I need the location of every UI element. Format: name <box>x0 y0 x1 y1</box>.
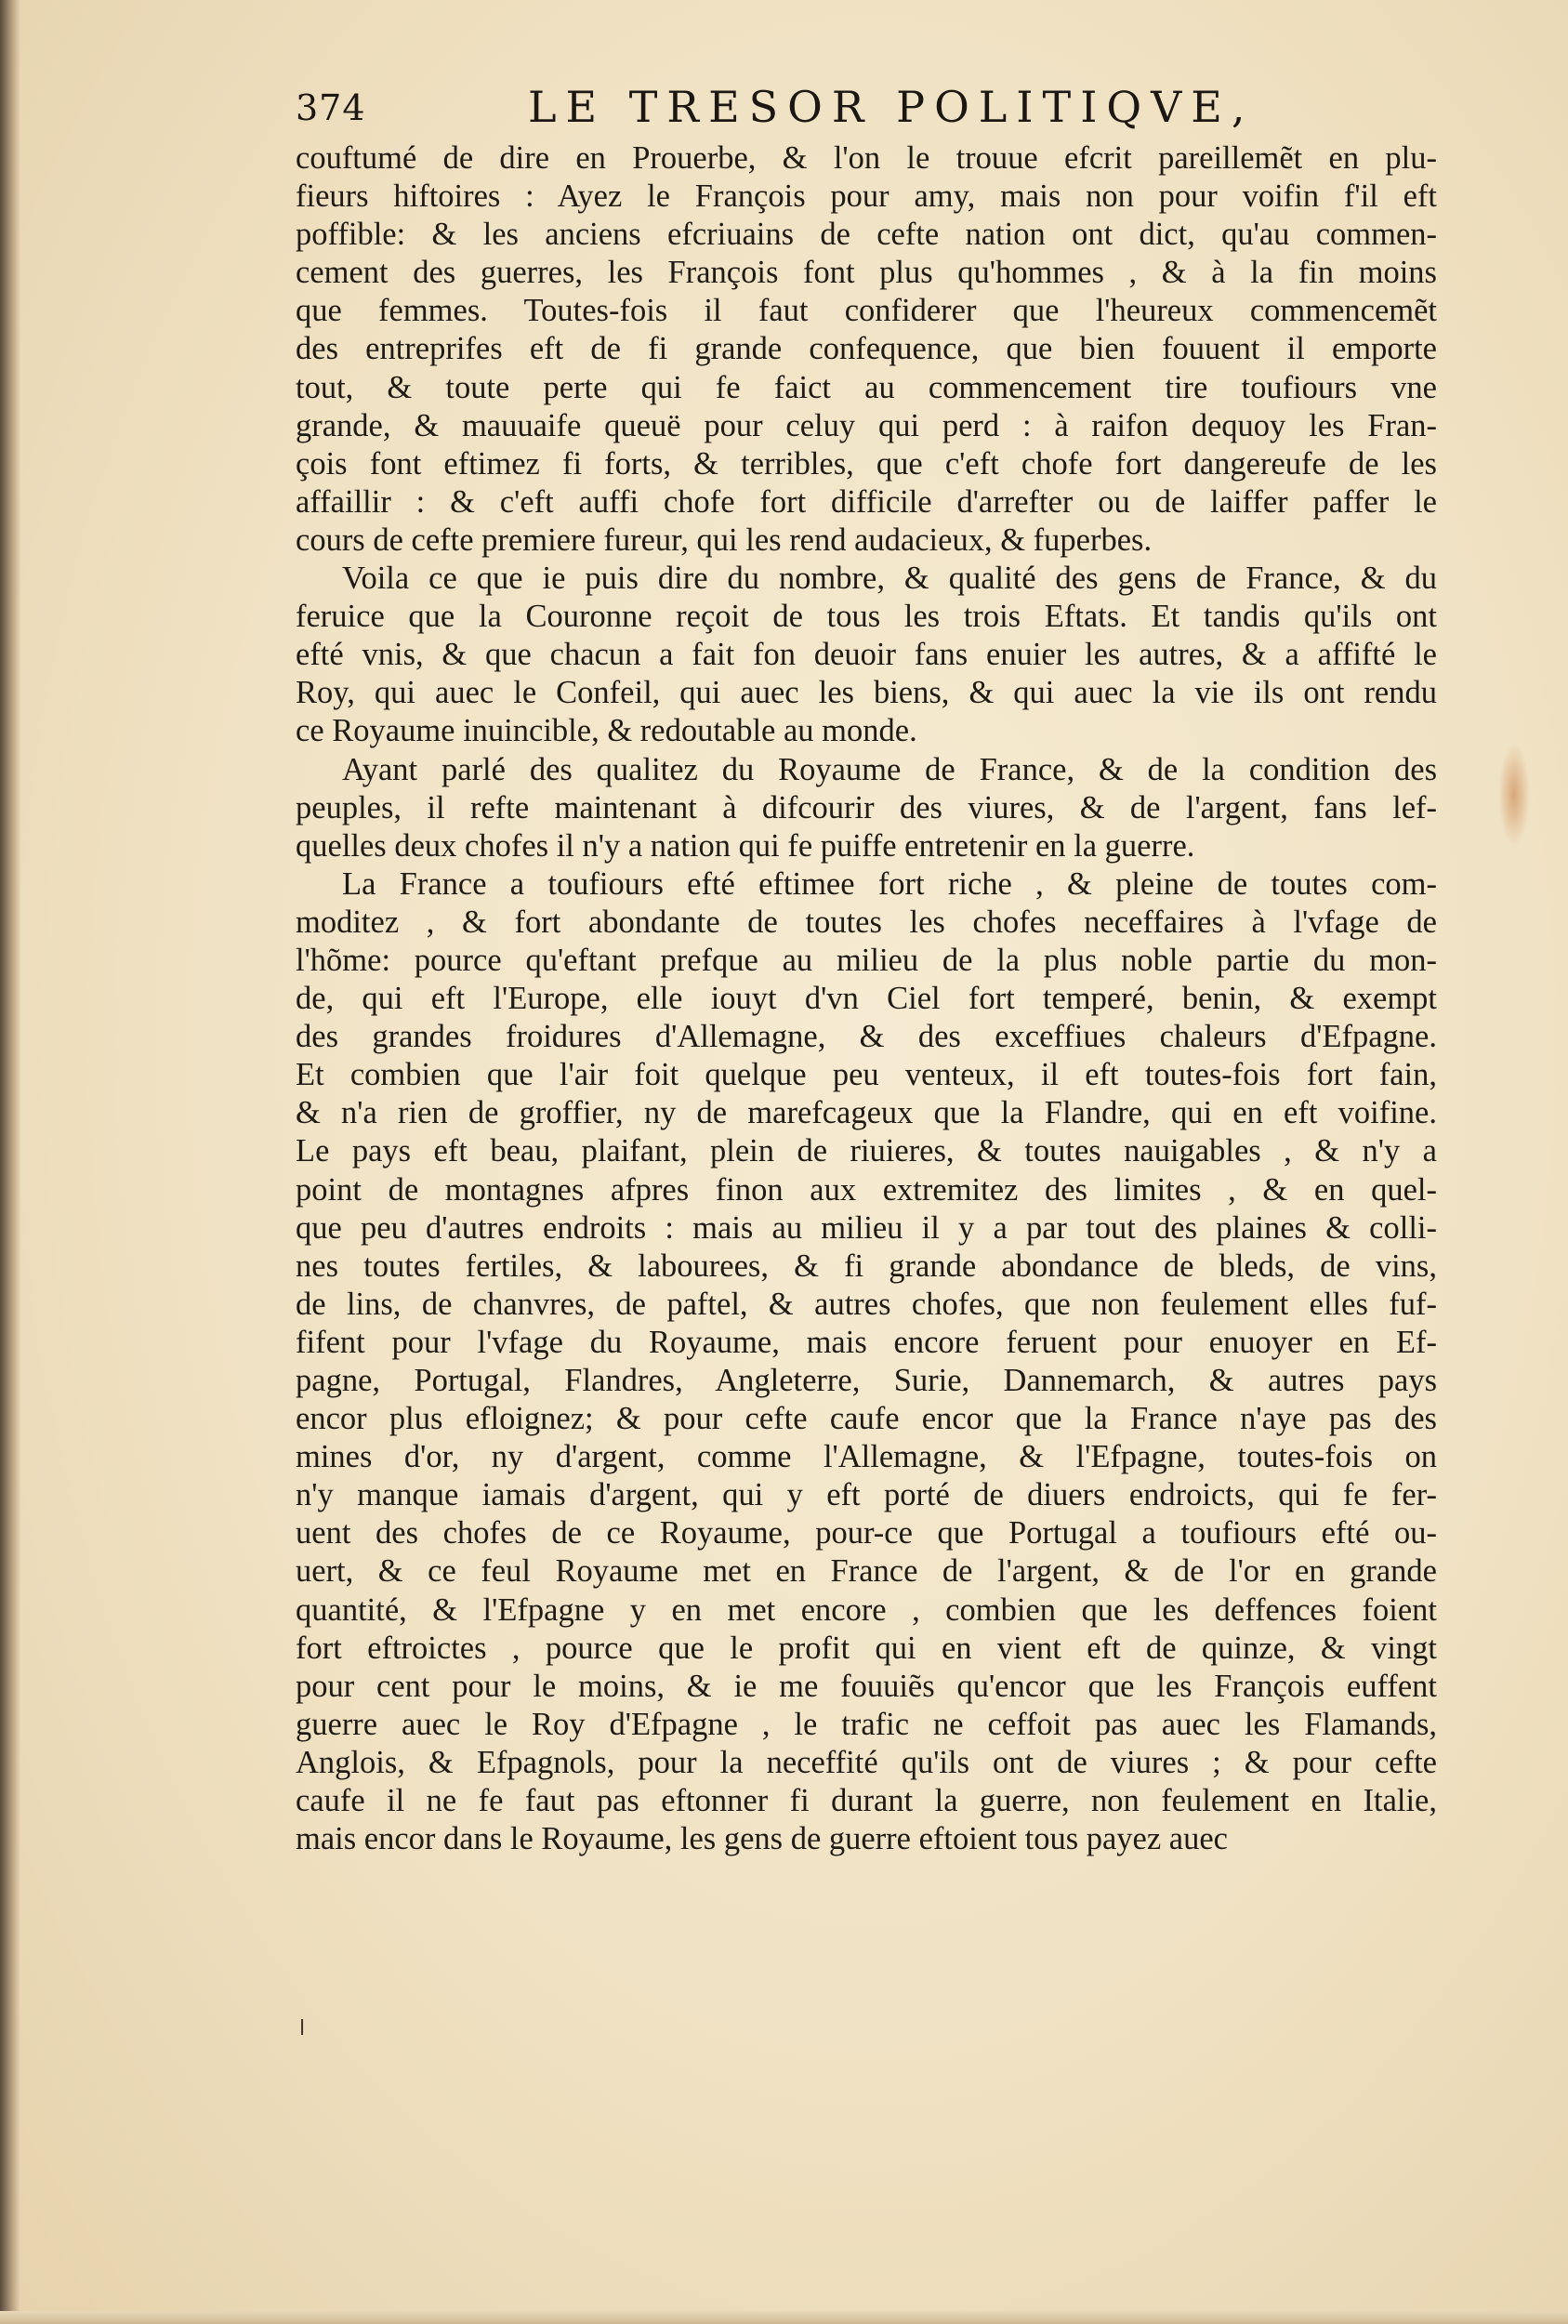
text-line: ce Royaume inuincible, & redoutable au monde. <box>296 713 917 749</box>
text-line: Roy, qui auec le Confeil, qui auec les biens, & qui auec la vie ils ont rendu <box>296 675 1437 711</box>
paragraph <box>296 139 1437 560</box>
scan-binding-edge <box>0 0 20 2324</box>
text-line: cement des guerres, les François font plus qu'hommes , & à la fin moins <box>296 255 1437 291</box>
text-line: affaillir : & c'eft auffi chofe fort difficile d'arrefter ou de laiffer paffer le <box>296 483 1437 520</box>
text-line: que peu d'autres endroits : mais au milieu il y a par tout des plaines & colli- <box>296 1209 1437 1246</box>
text-line: çois font eftimez fi forts, & terribles, que c'eft chofe fort dangereufe de les <box>296 445 1437 482</box>
text-line: Le pays eft beau, plaifant, plein de riuieres, & toutes nauigables , & n'y a <box>296 1133 1437 1169</box>
text-line: fort eftroictes , pource que le profit qui en vient eft de quinze, & vingt <box>296 1630 1437 1666</box>
text-line: pagne, Portugal, Flandres, Angleterre, Surie, Dannemarch, & autres pays <box>296 1363 1437 1398</box>
scan-bottom-edge <box>0 2311 1568 2324</box>
text-line: efté vnis, & que chacun a fait fon deuoir fans enuier les autres, & a affifté le <box>296 637 1437 673</box>
text-line: guerre auec le Roy d'Efpagne , le trafic ne ceffoit pas auec les Flamands, <box>296 1706 1437 1742</box>
text-line: caufe il ne fe faut pas eftonner fi durant la guerre, non feulement en Italie, <box>296 1783 1437 1819</box>
paragraph <box>296 865 1437 1858</box>
text-line: uert, & ce feul Royaume met en France de l'argent, & de l'or en grande <box>296 1553 1437 1590</box>
text-line: pour cent pour le moins, & ie me fouuiẽs qu'encor que les François euffent <box>296 1668 1437 1704</box>
text-line: peuples, il refte maintenant à difcourir des viures, & de l'argent, fans lef- <box>296 789 1437 825</box>
text-line: des grandes froidures d'Allemagne, & des exceffiues chaleurs d'Efpagne. <box>296 1019 1437 1055</box>
paragraph <box>296 751 1437 865</box>
page-header <box>296 82 1255 138</box>
page-number: 374 <box>296 87 366 128</box>
text-line: cours de cefte premiere fureur, qui les rend audacieux, & fuperbes. <box>296 522 1153 558</box>
text-line: quelles deux chofes il n'y a nation qui fe puiffe entretenir en la guerre. <box>296 827 1195 864</box>
text-line: de, qui eft l'Europe, elle iouyt d'vn Ciel fort temperé, benin, & exempt <box>296 981 1437 1017</box>
text-line: La France a toufiours efté eftimee fort riche , & pleine de toutes com- <box>342 865 1437 902</box>
page-body-text <box>296 139 1437 1858</box>
text-line: Anglois, & Efpagnols, pour la neceffité qu'ils ont de viures ; & pour cefte <box>296 1744 1437 1780</box>
text-line: de lins, de chanvres, de paftel, & autres chofes, que non feulement elles fuf- <box>296 1286 1437 1322</box>
text-line: fieurs hiftoires : Ayez le François pour amy, mais non pour voifin f'il eft <box>296 178 1437 215</box>
text-line: nes toutes fertiles, & labourees, & fi grande abondance de bleds, de vins, <box>296 1248 1437 1284</box>
text-line: poffible: & les anciens efcriuains de cefte nation ont dict, qu'au commen- <box>296 217 1437 253</box>
text-line: n'y manque iamais d'argent, qui y eft porté de diuers endroicts, qui fe fer- <box>296 1477 1437 1513</box>
text-line: encor plus efloignez; & pour cefte caufe encor que la France n'aye pas des <box>296 1401 1437 1437</box>
text-line: que femmes. Toutes-fois il faut confiderer que l'heureux commencemẽt <box>296 293 1437 329</box>
text-line: couftumé de dire en Prouerbe, & l'on le trouue efcrit pareillemẽt en plu- <box>296 140 1437 176</box>
text-line: des entreprifes eft de fi grande confequence, que bien fouuent il emporte <box>296 331 1437 367</box>
text-line: grande, & mauuaife queuë pour celuy qui perd : à raifon dequoy les Fran- <box>296 407 1437 443</box>
text-line: Ayant parlé des qualitez du Royaume de France, & de la condition des <box>342 751 1437 787</box>
text-line: mines d'or, ny d'argent, comme l'Allemagne, & l'Efpagne, toutes-fois on <box>296 1439 1437 1475</box>
running-head: LE TRESOR POLITIQVE, <box>528 82 1255 132</box>
text-line: tout, & toute perte qui fe faict au commencement tire toufiours vne <box>296 369 1437 405</box>
paragraph <box>296 560 1437 750</box>
footer-mark: l <box>299 2017 306 2040</box>
text-line: mais encor dans le Royaume, les gens de guerre eftoient tous payez auec <box>296 1821 1228 1857</box>
text-line: uent des chofes de ce Royaume, pour-ce que Portugal a toufiours efté ou- <box>296 1515 1437 1552</box>
text-line: l'hõme: pource qu'eftant prefque au milieu de la plus noble partie du mon- <box>296 942 1437 978</box>
text-line: fifent pour l'vfage du Royaume, mais encore feruent pour enuoyer en Ef- <box>296 1324 1437 1360</box>
text-line: point de montagnes afpres finon aux extremitez des limites , & en quel- <box>296 1171 1437 1208</box>
text-line: feruice que la Couronne reçoit de tous les trois Eftats. Et tandis qu'ils ont <box>296 599 1437 635</box>
paper-stain <box>1498 744 1530 846</box>
text-line: moditez , & fort abondante de toutes les chofes neceffaires à l'vfage de <box>296 904 1437 940</box>
text-line: quantité, & l'Efpagne y en met encore , combien que les deffences foient <box>296 1591 1437 1628</box>
text-line: Et combien que l'air foit quelque peu venteux, il eft toutes-fois fort fain, <box>296 1057 1437 1093</box>
text-line: & n'a rien de groffier, ny de marefcageux que la Flandre, qui en eft voifine. <box>296 1095 1437 1131</box>
text-line: Voila ce que ie puis dire du nombre, & qualité des gens de France, & du <box>342 561 1437 597</box>
